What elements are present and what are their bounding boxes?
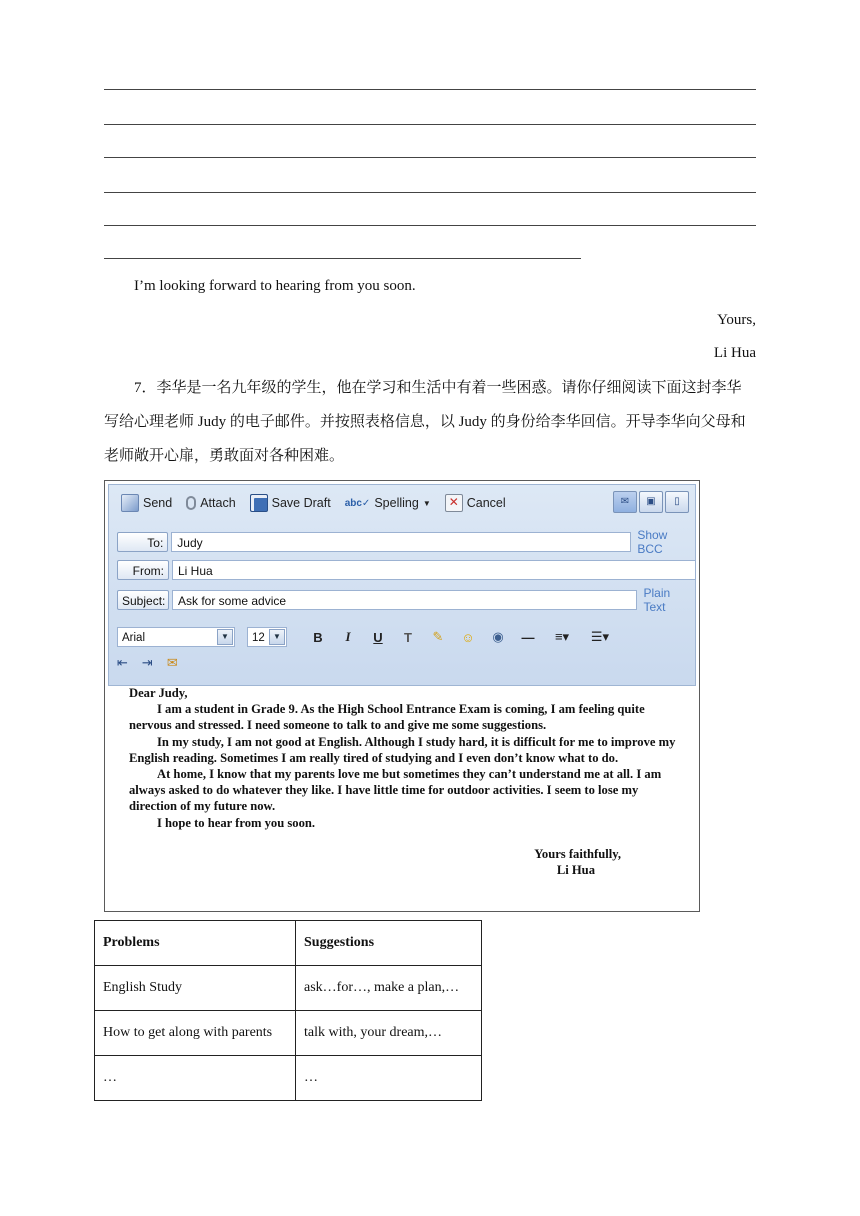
outdent-icon[interactable]: ⇤ bbox=[117, 655, 128, 670]
table-cell: How to get along with parents bbox=[95, 1011, 296, 1056]
answer-line bbox=[104, 124, 756, 125]
table-row bbox=[95, 1011, 482, 1056]
stationery-icon[interactable]: ✉ bbox=[166, 655, 178, 670]
closing-name: Li Hua bbox=[713, 345, 756, 361]
email-body[interactable] bbox=[129, 685, 681, 878]
table-header-row bbox=[95, 921, 482, 966]
email-paragraph: In my study, I am not good at English. Although I study hard, it is difficult for me to improve my English reading. Sometimes I am really tired of studying and I even don’t know what to do. bbox=[129, 734, 676, 765]
table-cell: ask…for…, make a plan,… bbox=[296, 966, 482, 1011]
email-view-icon[interactable]: ✉ bbox=[613, 491, 637, 513]
align-icon[interactable]: ≡▾ bbox=[554, 629, 570, 644]
chat-view-icon[interactable]: ▣ bbox=[639, 491, 663, 513]
answer-line bbox=[104, 258, 581, 259]
from-field[interactable]: Li Hua bbox=[172, 560, 696, 580]
from-button[interactable]: From: bbox=[117, 560, 169, 580]
table-cell: … bbox=[296, 1056, 482, 1101]
email-paragraph: I hope to hear from you soon. bbox=[157, 815, 316, 830]
answer-line bbox=[104, 157, 756, 158]
table-cell: English Study bbox=[95, 966, 296, 1011]
email-sign-off: Yours faithfully, bbox=[534, 846, 621, 861]
format-toolbar bbox=[117, 627, 613, 647]
send-button[interactable]: Send bbox=[121, 494, 172, 512]
chevron-down-icon: ▼ bbox=[217, 629, 233, 645]
cancel-button[interactable]: ✕ Cancel bbox=[445, 494, 506, 512]
email-paragraph: At home, I know that my parents love me but sometimes they can’t understand me at all. I am always asked to do whatever they like. I have little time for outdoor activities. I seem to lose my direction of my future now. bbox=[129, 767, 662, 814]
email-greeting: Dear Judy, bbox=[129, 686, 188, 700]
horizontal-rule-icon[interactable]: — bbox=[521, 629, 535, 645]
floppy-disk-icon bbox=[250, 494, 268, 512]
list-icon[interactable]: ☰▾ bbox=[590, 629, 610, 644]
indent-icon[interactable]: ⇥ bbox=[141, 655, 153, 670]
email-toolbar bbox=[121, 491, 506, 515]
question-text: 7．李华是一名九年级的学生，他在学习和生活中有着一些困惑。请你仔细阅读下面这封李华写给心理老师 Judy 的电子邮件。并按照表格信息，以 Judy 的身份给李华回信。开导李华向父母和老师敞开心扉，勇敢面对各种困难。 bbox=[104, 380, 746, 464]
email-sign-name: Li Hua bbox=[556, 863, 595, 878]
email-client bbox=[104, 480, 700, 912]
text-color-icon[interactable]: T bbox=[404, 629, 412, 645]
emoticon-icon[interactable]: ☺ bbox=[461, 629, 475, 645]
email-header-panel bbox=[108, 484, 696, 686]
table-cell: talk with, your dream,… bbox=[296, 1011, 482, 1056]
paperclip-icon bbox=[186, 496, 196, 510]
italic-button[interactable]: I bbox=[345, 629, 351, 644]
closing-yours: Yours, bbox=[717, 312, 756, 328]
table-header-cell: Suggestions bbox=[296, 921, 482, 966]
answer-line bbox=[104, 89, 756, 90]
to-field[interactable]: Judy bbox=[171, 532, 631, 552]
table-row bbox=[95, 966, 482, 1011]
closing-line: I’m looking forward to hearing from you soon. bbox=[134, 278, 416, 294]
subject-field[interactable]: Ask for some advice bbox=[172, 590, 637, 610]
attach-button[interactable]: Attach bbox=[186, 496, 235, 510]
show-bcc-link[interactable]: Show BCC bbox=[637, 528, 668, 556]
to-row bbox=[117, 528, 695, 556]
font-size-select[interactable]: 12 ▼ bbox=[247, 627, 287, 647]
send-icon bbox=[121, 494, 139, 512]
mobile-view-icon[interactable]: ▯ bbox=[665, 491, 689, 513]
cancel-icon: ✕ bbox=[445, 494, 463, 512]
problems-table bbox=[94, 920, 482, 1101]
table-cell: … bbox=[95, 1056, 296, 1101]
from-row bbox=[117, 559, 696, 581]
save-draft-button[interactable]: Save Draft bbox=[250, 494, 331, 512]
answer-line bbox=[104, 225, 756, 226]
underline-button[interactable]: U bbox=[373, 629, 383, 645]
subject-row bbox=[117, 586, 695, 614]
spelling-button[interactable]: abc✓ Spelling ▼ bbox=[344, 496, 431, 510]
subject-button[interactable]: Subject: bbox=[117, 590, 169, 610]
font-family-select[interactable]: Arial ▼ bbox=[117, 627, 235, 647]
highlight-icon[interactable]: ✎ bbox=[432, 629, 444, 644]
insert-image-icon[interactable]: ◉ bbox=[492, 629, 504, 644]
table-row bbox=[95, 1056, 482, 1101]
table-header-cell: Problems bbox=[95, 921, 296, 966]
view-toggle-group bbox=[613, 491, 689, 513]
spell-check-icon: abc✓ bbox=[344, 497, 371, 509]
bold-button[interactable]: B bbox=[313, 629, 323, 645]
chevron-down-icon: ▼ bbox=[422, 498, 431, 508]
to-button[interactable]: To: bbox=[117, 532, 168, 552]
format-toolbar-row2 bbox=[117, 655, 178, 671]
email-paragraph: I am a student in Grade 9. As the High School Entrance Exam is coming, I am feeling quite nervous and stressed. I need someone to talk to and give me some suggestions. bbox=[129, 702, 645, 733]
plain-text-link[interactable]: Plain Text bbox=[643, 586, 671, 614]
chevron-down-icon: ▼ bbox=[269, 629, 285, 645]
answer-line bbox=[104, 192, 756, 193]
